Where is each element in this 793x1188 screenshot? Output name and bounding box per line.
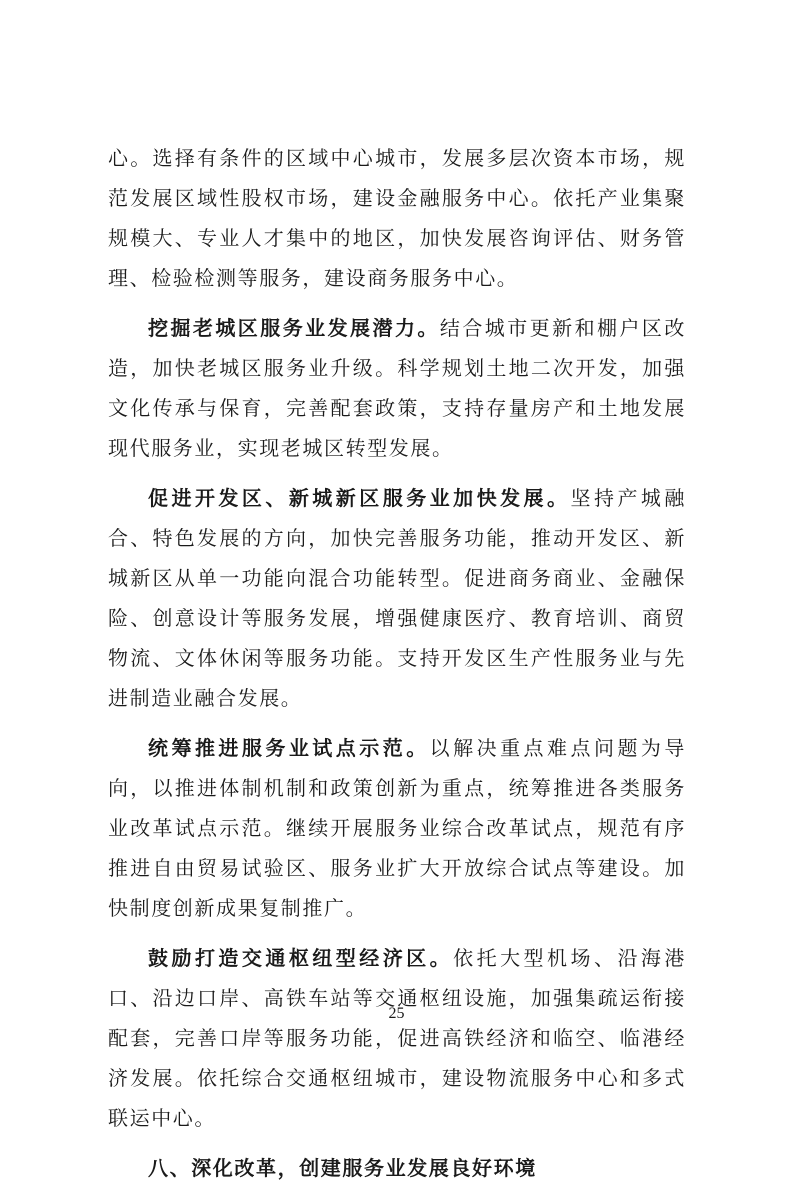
paragraph-lead: 统筹推进服务业试点示范。 — [148, 736, 430, 760]
paragraph-text: 坚持产城融合、特色发展的方向，加快完善服务功能，推动开发区、新城新区从单一功能向混合功能转型。促进商务商业、金融保险、创意设计等服务发展，增强健康医疗、教育培训、商贸物流、文体休闲等服务功能。支持开发区生产性服务业与先进制造业融合发展。 — [108, 486, 686, 710]
section-heading: 八、深化改革，创建服务业发展良好环境 — [148, 1156, 537, 1180]
paragraph-transport-hub — [108, 938, 686, 1138]
paragraph-text: 依托大型机场、沿海港口、沿边口岸、高铁车站等交通枢纽设施，加强集疏运衔接配套，完善口岸等服务功能，促进高铁经济和临空、临港经济发展。依托综合交通枢纽城市，建设物流服务中心和多式联运中心。 — [108, 946, 686, 1130]
paragraph-text: 以解决重点难点问题为导向，以推进体制机制和政策创新为重点，统筹推进各类服务业改革试点示范。继续开展服务业综合改革试点，规范有序推进自由贸易试验区、服务业扩大开放综合试点等建设。加快制度创新成果复制推广。 — [108, 736, 686, 920]
paragraph-lead: 挖掘老城区服务业发展潜力。 — [148, 316, 440, 340]
page-number: 25 — [388, 1005, 405, 1022]
document-body — [108, 138, 686, 1188]
paragraph-continuation — [108, 138, 686, 298]
paragraph-text: 心。选择有条件的区域中心城市，发展多层次资本市场，规范发展区域性股权市场，建设金融服务中心。依托产业集聚规模大、专业人才集中的地区，加快发展咨询评估、财务管理、检验检测等服务，建设商务服务中心。 — [108, 146, 686, 290]
paragraph-development-zones — [108, 478, 686, 718]
paragraph-lead: 促进开发区、新城新区服务业加快发展。 — [148, 486, 571, 510]
paragraph-text: 结合城市更新和棚户区改造，加快老城区服务业升级。科学规划土地二次开发，加强文化传承与保育，完善配套政策，支持存量房产和土地发展现代服务业，实现老城区转型发展。 — [108, 316, 686, 460]
paragraph-pilot-demonstration — [108, 728, 686, 928]
paragraph-old-city — [108, 308, 686, 468]
paragraph-lead: 鼓励打造交通枢纽型经济区。 — [148, 946, 454, 970]
